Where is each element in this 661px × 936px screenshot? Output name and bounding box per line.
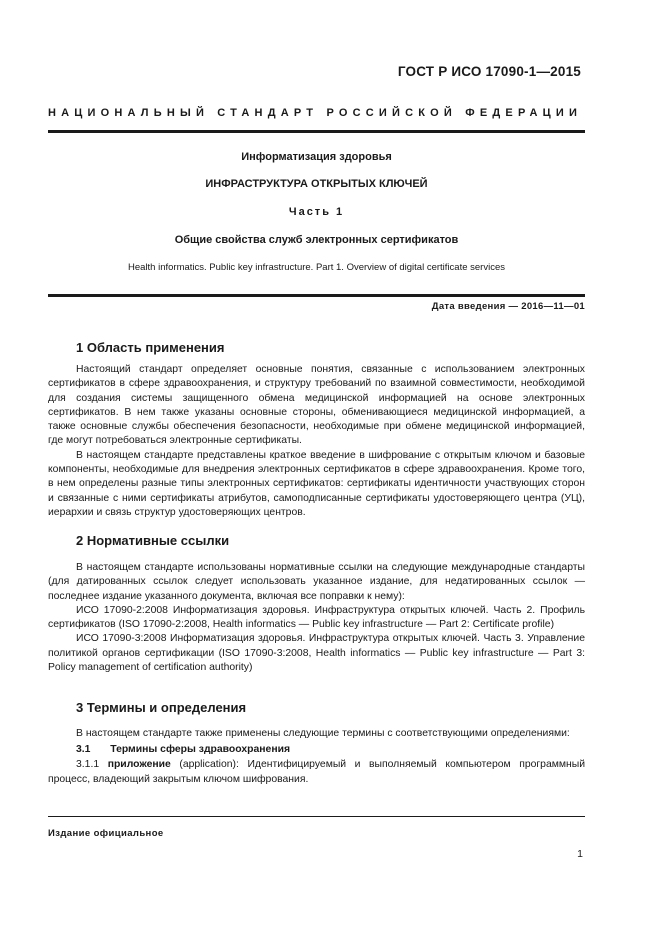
subsection-3-1-title: Термины сферы здравоохранения (110, 744, 291, 756)
section-3-heading: 3 Термины и определения (76, 700, 247, 715)
term-definition: Идентифицируемый и выполняемый компьютером программный процесс, владеющий закрытым ключом шифрования. (48, 759, 586, 785)
introduction-date: Дата введения — 2016—11—01 (431, 301, 585, 312)
section-2-heading: 2 Нормативные ссылки (76, 533, 230, 548)
official-edition-label: Издание официальное (48, 828, 164, 839)
title-part: Часть 1 (288, 206, 345, 218)
term-name: приложение (107, 759, 171, 771)
section-2-reference-1: ИСО 17090-2:2008 Информатизация здоровья. Инфраструктура открытых ключей. Часть 2. Профиль сертификатов (ISO 17090-2:2008, Health informatics — Public key infrastructure — Part 2: Certificate profile) (48, 604, 585, 631)
section-1-paragraph-2: В настоящем стандарте представлены краткое введение в шифрование с открытым ключом и базовые компоненты, необходимые для внедрения электронных сертификатов в сфере здравоохранения. Кроме того, в нем определены разные типы электронных сертификатов: сертификаты идентичности участвующих сторон и связанные с ними сертификаты атрибутов, самоподписанные сертификаты удостоверяющего центра (УЦ), иерархии и связь структур удостоверяющих центров. (48, 449, 585, 518)
title-line-3: Общие свойства служб электронных сертификатов (174, 234, 459, 246)
title-line-2: ИНФРАСТРУКТУРА ОТКРЫТЫХ КЛЮЧЕЙ (205, 178, 428, 190)
term-3-1-1 (48, 758, 585, 787)
header-divider (48, 130, 585, 133)
section-1-body (48, 363, 585, 520)
term-english: (application): (179, 759, 239, 771)
page-number: 1 (577, 848, 583, 860)
section-2-reference-2: ИСО 17090-3:2008 Информатизация здоровья. Инфраструктура открытых ключей. Часть 3. Управление политикой органов сертификации (ISO 17090-3:2008, Health informatics — Public key infrastructure — Part 3: Policy management of certification authority) (48, 633, 585, 674)
title-line-1: Информатизация здоровья (241, 151, 392, 163)
section-3-body (48, 727, 585, 787)
term-number: 3.1.1 (76, 759, 100, 771)
footer-divider (48, 816, 585, 817)
title-divider (48, 294, 585, 297)
section-2-body (48, 561, 585, 675)
section-3-paragraph-1: В настоящем стандарте также применены следующие термины с соответствующими определениями: (76, 728, 570, 739)
document-code: ГОСТ Р ИСО 17090-1—2015 (397, 64, 581, 79)
national-standard-banner: НАЦИОНАЛЬНЫЙ СТАНДАРТ РОССИЙСКОЙ ФЕДЕРАЦИИ (48, 107, 583, 119)
title-english: Health informatics. Public key infrastructure. Part 1. Overview of digital certificate services (128, 262, 505, 273)
section-2-paragraph-1: В настоящем стандарте использованы нормативные ссылки на следующие международные стандарты (для датированных ссылок следует использовать указанное издание, для недатированных ссылок — последнее издание указанного документа, включая все поправки к нему): (48, 562, 585, 602)
subsection-3-1-number: 3.1 (76, 744, 91, 756)
section-1-heading: 1 Область применения (76, 340, 225, 355)
subsection-3-1 (48, 744, 585, 755)
section-1-paragraph-1: Настоящий стандарт определяет основные понятия, связанные с использованием электронных сертификатов в сфере здравоохранения, и структуру требований по взаимной совместимости, необходимой для создания системы защищенного обмена медицинской информацией на основе электронных сертификатов. В нем также указаны основные стороны, обменивающиеся медицинской информацией, а также основные службы обеспечения безопасности, необходимые при обмене медицинской информацией, где могут потребоваться электронные сертификаты. (48, 364, 585, 447)
